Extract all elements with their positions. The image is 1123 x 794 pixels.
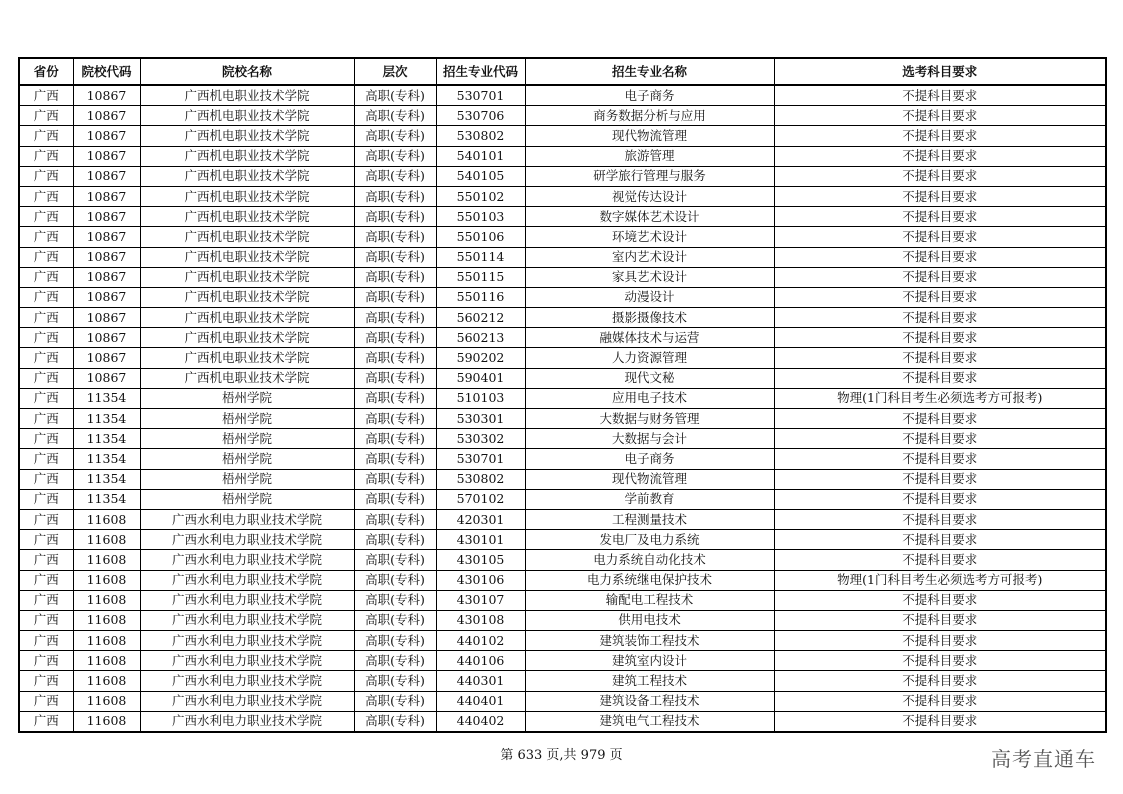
cell-school-name: 广西水利电力职业技术学院 xyxy=(140,509,354,529)
table-row xyxy=(19,207,1106,227)
cell-level: 高职(专科) xyxy=(354,267,436,287)
cell-level: 高职(专科) xyxy=(354,570,436,590)
cell-major-code: 560212 xyxy=(436,308,525,328)
cell-province: 广西 xyxy=(19,631,73,651)
cell-subject-requirement: 不提科目要求 xyxy=(774,166,1106,186)
cell-major-code: 420301 xyxy=(436,509,525,529)
cell-subject-requirement: 不提科目要求 xyxy=(774,227,1106,247)
table-row xyxy=(19,429,1106,449)
cell-subject-requirement: 不提科目要求 xyxy=(774,429,1106,449)
cell-major-code: 530701 xyxy=(436,85,525,106)
cell-major-code: 440301 xyxy=(436,671,525,691)
table-row xyxy=(19,489,1106,509)
cell-school-code: 10867 xyxy=(73,186,140,206)
cell-province: 广西 xyxy=(19,429,73,449)
cell-school-code: 11608 xyxy=(73,691,140,711)
cell-level: 高职(专科) xyxy=(354,106,436,126)
cell-subject-requirement: 物理(1门科目考生必须选考方可报考) xyxy=(774,570,1106,590)
cell-subject-requirement: 不提科目要求 xyxy=(774,631,1106,651)
header-province: 省份 xyxy=(19,58,73,85)
cell-major-code: 540105 xyxy=(436,166,525,186)
cell-level: 高职(专科) xyxy=(354,550,436,570)
cell-level: 高职(专科) xyxy=(354,227,436,247)
cell-major-name: 视觉传达设计 xyxy=(525,186,774,206)
cell-school-code: 10867 xyxy=(73,328,140,348)
cell-major-code: 550115 xyxy=(436,267,525,287)
cell-subject-requirement: 不提科目要求 xyxy=(774,368,1106,388)
cell-major-name: 数字媒体艺术设计 xyxy=(525,207,774,227)
cell-major-name: 电力系统自动化技术 xyxy=(525,550,774,570)
cell-major-name: 应用电子技术 xyxy=(525,388,774,408)
cell-level: 高职(专科) xyxy=(354,186,436,206)
table-row xyxy=(19,631,1106,651)
cell-major-code: 430105 xyxy=(436,550,525,570)
cell-subject-requirement: 物理(1门科目考生必须选考方可报考) xyxy=(774,388,1106,408)
cell-major-code: 560213 xyxy=(436,328,525,348)
cell-level: 高职(专科) xyxy=(354,308,436,328)
cell-province: 广西 xyxy=(19,207,73,227)
cell-school-name: 梧州学院 xyxy=(140,409,354,429)
cell-major-name: 大数据与会计 xyxy=(525,429,774,449)
cell-major-name: 发电厂及电力系统 xyxy=(525,530,774,550)
cell-major-name: 建筑室内设计 xyxy=(525,651,774,671)
cell-major-name: 学前教育 xyxy=(525,489,774,509)
cell-major-name: 电力系统继电保护技术 xyxy=(525,570,774,590)
table-row xyxy=(19,368,1106,388)
cell-subject-requirement: 不提科目要求 xyxy=(774,489,1106,509)
cell-major-name: 电子商务 xyxy=(525,449,774,469)
cell-level: 高职(专科) xyxy=(354,328,436,348)
cell-level: 高职(专科) xyxy=(354,449,436,469)
table-row xyxy=(19,308,1106,328)
cell-province: 广西 xyxy=(19,308,73,328)
cell-level: 高职(专科) xyxy=(354,429,436,449)
cell-major-name: 商务数据分析与应用 xyxy=(525,106,774,126)
table-row xyxy=(19,146,1106,166)
cell-school-name: 梧州学院 xyxy=(140,469,354,489)
cell-province: 广西 xyxy=(19,186,73,206)
cell-major-code: 440401 xyxy=(436,691,525,711)
table-row xyxy=(19,267,1106,287)
cell-school-code: 11608 xyxy=(73,509,140,529)
cell-school-code: 11608 xyxy=(73,711,140,732)
cell-level: 高职(专科) xyxy=(354,287,436,307)
header-major-name: 招生专业名称 xyxy=(525,58,774,85)
page-number: 第 633 页,共 979 页 xyxy=(500,748,623,763)
cell-major-name: 家具艺术设计 xyxy=(525,267,774,287)
cell-major-code: 430101 xyxy=(436,530,525,550)
header-school-code: 院校代码 xyxy=(73,58,140,85)
cell-level: 高职(专科) xyxy=(354,166,436,186)
cell-province: 广西 xyxy=(19,590,73,610)
cell-major-name: 现代文秘 xyxy=(525,368,774,388)
cell-province: 广西 xyxy=(19,671,73,691)
cell-school-name: 广西水利电力职业技术学院 xyxy=(140,570,354,590)
cell-province: 广西 xyxy=(19,489,73,509)
cell-school-code: 10867 xyxy=(73,126,140,146)
cell-subject-requirement: 不提科目要求 xyxy=(774,106,1106,126)
cell-province: 广西 xyxy=(19,651,73,671)
cell-province: 广西 xyxy=(19,146,73,166)
cell-major-code: 530802 xyxy=(436,126,525,146)
cell-school-code: 11354 xyxy=(73,388,140,408)
cell-major-name: 现代物流管理 xyxy=(525,469,774,489)
cell-subject-requirement: 不提科目要求 xyxy=(774,590,1106,610)
cell-major-code: 530302 xyxy=(436,429,525,449)
cell-major-name: 建筑电气工程技术 xyxy=(525,711,774,732)
table-row xyxy=(19,711,1106,732)
cell-major-code: 430108 xyxy=(436,610,525,630)
cell-school-name: 梧州学院 xyxy=(140,449,354,469)
cell-level: 高职(专科) xyxy=(354,711,436,732)
cell-level: 高职(专科) xyxy=(354,671,436,691)
cell-subject-requirement: 不提科目要求 xyxy=(774,186,1106,206)
cell-major-code: 590202 xyxy=(436,348,525,368)
cell-major-code: 540101 xyxy=(436,146,525,166)
table-row xyxy=(19,590,1106,610)
cell-province: 广西 xyxy=(19,247,73,267)
cell-school-code: 11608 xyxy=(73,570,140,590)
cell-province: 广西 xyxy=(19,550,73,570)
table-header xyxy=(19,58,1106,85)
cell-subject-requirement: 不提科目要求 xyxy=(774,509,1106,529)
cell-level: 高职(专科) xyxy=(354,348,436,368)
cell-school-code: 10867 xyxy=(73,348,140,368)
cell-subject-requirement: 不提科目要求 xyxy=(774,711,1106,732)
cell-province: 广西 xyxy=(19,126,73,146)
cell-province: 广西 xyxy=(19,348,73,368)
cell-major-code: 430107 xyxy=(436,590,525,610)
header-subject-requirement: 选考科目要求 xyxy=(774,58,1106,85)
cell-subject-requirement: 不提科目要求 xyxy=(774,287,1106,307)
cell-subject-requirement: 不提科目要求 xyxy=(774,85,1106,106)
table-row xyxy=(19,247,1106,267)
cell-province: 广西 xyxy=(19,267,73,287)
cell-province: 广西 xyxy=(19,469,73,489)
cell-major-name: 融媒体技术与运营 xyxy=(525,328,774,348)
table-row xyxy=(19,449,1106,469)
table-body xyxy=(19,85,1106,732)
cell-level: 高职(专科) xyxy=(354,126,436,146)
cell-subject-requirement: 不提科目要求 xyxy=(774,207,1106,227)
cell-school-name: 广西机电职业技术学院 xyxy=(140,85,354,106)
cell-school-name: 广西水利电力职业技术学院 xyxy=(140,590,354,610)
cell-major-code: 530706 xyxy=(436,106,525,126)
cell-major-code: 530301 xyxy=(436,409,525,429)
header-row xyxy=(19,58,1106,85)
cell-school-code: 11608 xyxy=(73,671,140,691)
cell-level: 高职(专科) xyxy=(354,530,436,550)
table-row xyxy=(19,469,1106,489)
table-row xyxy=(19,409,1106,429)
cell-school-code: 11608 xyxy=(73,651,140,671)
cell-subject-requirement: 不提科目要求 xyxy=(774,449,1106,469)
cell-major-name: 建筑设备工程技术 xyxy=(525,691,774,711)
cell-province: 广西 xyxy=(19,287,73,307)
cell-school-code: 11354 xyxy=(73,449,140,469)
cell-level: 高职(专科) xyxy=(354,146,436,166)
cell-school-code: 10867 xyxy=(73,85,140,106)
cell-major-name: 输配电工程技术 xyxy=(525,590,774,610)
cell-school-name: 广西水利电力职业技术学院 xyxy=(140,711,354,732)
cell-major-name: 大数据与财务管理 xyxy=(525,409,774,429)
cell-major-name: 建筑工程技术 xyxy=(525,671,774,691)
cell-school-name: 广西水利电力职业技术学院 xyxy=(140,671,354,691)
cell-level: 高职(专科) xyxy=(354,247,436,267)
cell-major-code: 570102 xyxy=(436,489,525,509)
cell-province: 广西 xyxy=(19,449,73,469)
cell-major-name: 电子商务 xyxy=(525,85,774,106)
cell-subject-requirement: 不提科目要求 xyxy=(774,530,1106,550)
cell-school-code: 10867 xyxy=(73,166,140,186)
table-row xyxy=(19,166,1106,186)
cell-school-name: 广西机电职业技术学院 xyxy=(140,328,354,348)
cell-major-name: 动漫设计 xyxy=(525,287,774,307)
cell-school-name: 广西机电职业技术学院 xyxy=(140,146,354,166)
cell-subject-requirement: 不提科目要求 xyxy=(774,328,1106,348)
table-row xyxy=(19,328,1106,348)
table-row xyxy=(19,287,1106,307)
cell-major-name: 人力资源管理 xyxy=(525,348,774,368)
cell-school-code: 11608 xyxy=(73,550,140,570)
cell-major-code: 440106 xyxy=(436,651,525,671)
cell-school-code: 10867 xyxy=(73,106,140,126)
cell-subject-requirement: 不提科目要求 xyxy=(774,348,1106,368)
cell-school-name: 广西水利电力职业技术学院 xyxy=(140,610,354,630)
cell-major-code: 530701 xyxy=(436,449,525,469)
cell-subject-requirement: 不提科目要求 xyxy=(774,469,1106,489)
table-row xyxy=(19,570,1106,590)
cell-major-name: 供用电技术 xyxy=(525,610,774,630)
cell-subject-requirement: 不提科目要求 xyxy=(774,247,1106,267)
cell-major-name: 摄影摄像技术 xyxy=(525,308,774,328)
cell-school-name: 广西机电职业技术学院 xyxy=(140,247,354,267)
cell-major-code: 550116 xyxy=(436,287,525,307)
cell-major-code: 550102 xyxy=(436,186,525,206)
cell-major-code: 440402 xyxy=(436,711,525,732)
table-row xyxy=(19,106,1106,126)
cell-school-name: 广西水利电力职业技术学院 xyxy=(140,651,354,671)
cell-school-code: 10867 xyxy=(73,368,140,388)
cell-province: 广西 xyxy=(19,328,73,348)
table-row xyxy=(19,348,1106,368)
cell-school-name: 广西水利电力职业技术学院 xyxy=(140,631,354,651)
cell-major-name: 工程测量技术 xyxy=(525,509,774,529)
cell-level: 高职(专科) xyxy=(354,631,436,651)
table-row xyxy=(19,691,1106,711)
cell-school-name: 广西机电职业技术学院 xyxy=(140,287,354,307)
cell-level: 高职(专科) xyxy=(354,610,436,630)
cell-school-name: 广西水利电力职业技术学院 xyxy=(140,530,354,550)
cell-major-name: 旅游管理 xyxy=(525,146,774,166)
cell-school-name: 梧州学院 xyxy=(140,388,354,408)
cell-province: 广西 xyxy=(19,227,73,247)
cell-school-name: 广西机电职业技术学院 xyxy=(140,126,354,146)
cell-province: 广西 xyxy=(19,509,73,529)
cell-province: 广西 xyxy=(19,106,73,126)
cell-province: 广西 xyxy=(19,691,73,711)
cell-school-name: 广西水利电力职业技术学院 xyxy=(140,550,354,570)
cell-school-name: 广西水利电力职业技术学院 xyxy=(140,691,354,711)
table-row xyxy=(19,550,1106,570)
cell-level: 高职(专科) xyxy=(354,651,436,671)
cell-school-name: 广西机电职业技术学院 xyxy=(140,368,354,388)
cell-major-code: 430106 xyxy=(436,570,525,590)
cell-major-name: 研学旅行管理与服务 xyxy=(525,166,774,186)
cell-province: 广西 xyxy=(19,368,73,388)
cell-subject-requirement: 不提科目要求 xyxy=(774,651,1106,671)
cell-school-code: 11608 xyxy=(73,631,140,651)
cell-school-code: 11608 xyxy=(73,530,140,550)
cell-school-code: 11354 xyxy=(73,429,140,449)
table-row xyxy=(19,227,1106,247)
cell-school-name: 广西机电职业技术学院 xyxy=(140,207,354,227)
cell-major-code: 550103 xyxy=(436,207,525,227)
cell-level: 高职(专科) xyxy=(354,489,436,509)
cell-major-code: 590401 xyxy=(436,368,525,388)
cell-school-code: 10867 xyxy=(73,146,140,166)
cell-major-code: 440102 xyxy=(436,631,525,651)
cell-province: 广西 xyxy=(19,388,73,408)
cell-subject-requirement: 不提科目要求 xyxy=(774,671,1106,691)
cell-province: 广西 xyxy=(19,409,73,429)
cell-major-code: 550114 xyxy=(436,247,525,267)
cell-school-name: 广西机电职业技术学院 xyxy=(140,166,354,186)
cell-province: 广西 xyxy=(19,570,73,590)
cell-school-code: 11354 xyxy=(73,489,140,509)
cell-province: 广西 xyxy=(19,166,73,186)
watermark-text: 高考直通车 xyxy=(991,747,1096,771)
table-row xyxy=(19,651,1106,671)
table-row xyxy=(19,388,1106,408)
cell-school-name: 广西机电职业技术学院 xyxy=(140,348,354,368)
cell-level: 高职(专科) xyxy=(354,85,436,106)
cell-school-code: 10867 xyxy=(73,207,140,227)
cell-school-code: 11354 xyxy=(73,409,140,429)
cell-level: 高职(专科) xyxy=(354,368,436,388)
cell-school-name: 梧州学院 xyxy=(140,489,354,509)
cell-subject-requirement: 不提科目要求 xyxy=(774,146,1106,166)
table-row xyxy=(19,509,1106,529)
table-row xyxy=(19,85,1106,106)
admissions-table xyxy=(18,57,1107,733)
cell-subject-requirement: 不提科目要求 xyxy=(774,610,1106,630)
table-row xyxy=(19,126,1106,146)
cell-level: 高职(专科) xyxy=(354,469,436,489)
cell-subject-requirement: 不提科目要求 xyxy=(774,409,1106,429)
cell-school-code: 10867 xyxy=(73,308,140,328)
cell-major-name: 环境艺术设计 xyxy=(525,227,774,247)
cell-major-code: 550106 xyxy=(436,227,525,247)
cell-province: 广西 xyxy=(19,610,73,630)
cell-province: 广西 xyxy=(19,530,73,550)
cell-major-name: 建筑装饰工程技术 xyxy=(525,631,774,651)
cell-level: 高职(专科) xyxy=(354,691,436,711)
cell-subject-requirement: 不提科目要求 xyxy=(774,267,1106,287)
cell-level: 高职(专科) xyxy=(354,590,436,610)
cell-major-code: 530802 xyxy=(436,469,525,489)
cell-province: 广西 xyxy=(19,711,73,732)
cell-school-name: 广西机电职业技术学院 xyxy=(140,106,354,126)
cell-subject-requirement: 不提科目要求 xyxy=(774,308,1106,328)
cell-subject-requirement: 不提科目要求 xyxy=(774,550,1106,570)
cell-school-code: 10867 xyxy=(73,287,140,307)
cell-level: 高职(专科) xyxy=(354,207,436,227)
table-row xyxy=(19,671,1106,691)
cell-major-name: 室内艺术设计 xyxy=(525,247,774,267)
cell-subject-requirement: 不提科目要求 xyxy=(774,691,1106,711)
table-row xyxy=(19,186,1106,206)
cell-school-code: 11608 xyxy=(73,610,140,630)
cell-level: 高职(专科) xyxy=(354,388,436,408)
cell-school-code: 11608 xyxy=(73,590,140,610)
cell-school-code: 10867 xyxy=(73,247,140,267)
header-level: 层次 xyxy=(354,58,436,85)
header-major-code: 招生专业代码 xyxy=(436,58,525,85)
cell-subject-requirement: 不提科目要求 xyxy=(774,126,1106,146)
cell-province: 广西 xyxy=(19,85,73,106)
header-school-name: 院校名称 xyxy=(140,58,354,85)
cell-school-code: 11354 xyxy=(73,469,140,489)
cell-level: 高职(专科) xyxy=(354,409,436,429)
table-row xyxy=(19,530,1106,550)
cell-school-code: 10867 xyxy=(73,267,140,287)
cell-school-name: 广西机电职业技术学院 xyxy=(140,308,354,328)
cell-major-name: 现代物流管理 xyxy=(525,126,774,146)
cell-level: 高职(专科) xyxy=(354,509,436,529)
table-row xyxy=(19,610,1106,630)
cell-school-name: 广西机电职业技术学院 xyxy=(140,186,354,206)
cell-school-name: 广西机电职业技术学院 xyxy=(140,227,354,247)
cell-school-code: 10867 xyxy=(73,227,140,247)
cell-school-name: 梧州学院 xyxy=(140,429,354,449)
cell-major-code: 510103 xyxy=(436,388,525,408)
cell-school-name: 广西机电职业技术学院 xyxy=(140,267,354,287)
